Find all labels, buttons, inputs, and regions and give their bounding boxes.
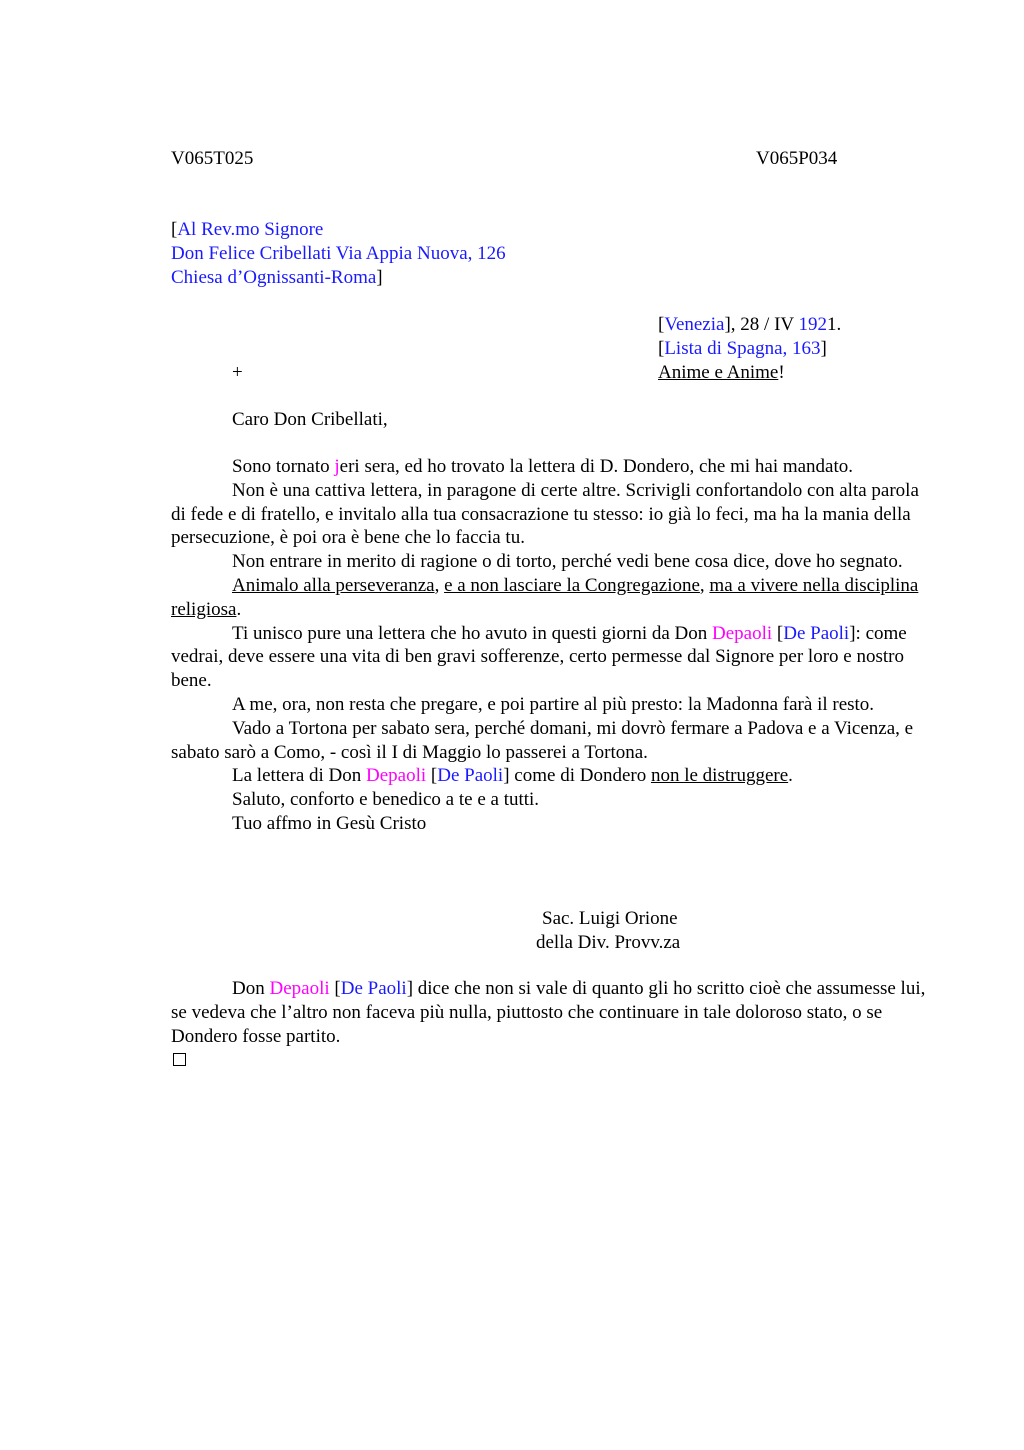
postscript-paragraph: Don Depaoli [De Paoli] dice che non si vale di quanto gli ho scritto cioè che assumesse lui, se vedeva che l’altro non faceva più nulla, piuttosto che continuare in tale doloroso stato, o se Dondero fosse partito. xyxy=(171,978,926,1047)
signature-title: della Div. Provv.za xyxy=(536,932,681,953)
letter-body xyxy=(171,455,931,836)
address-line-2: Don Felice Cribellati Via Appia Nuova, 126 xyxy=(171,242,506,264)
cross-symbol: + xyxy=(232,362,243,383)
date-line: [Venezia], 28 / IV 1921. xyxy=(658,314,842,335)
place: Venezia xyxy=(664,314,725,335)
motto-line: Anime e Anime! xyxy=(658,361,785,383)
postscript xyxy=(171,977,931,1048)
paragraph-9: Saluto, conforto e benedico a te e a tutti. xyxy=(232,789,540,811)
salutation: Caro Don Cribellati, xyxy=(232,409,388,430)
end-square-icon xyxy=(173,1053,186,1066)
signature-name: Sac. Luigi Orione xyxy=(542,908,678,929)
paragraph-10: Tuo affmo in Gesù Cristo xyxy=(232,812,427,834)
document-code-right: V065P034 xyxy=(756,148,838,169)
paragraph-2: Non è una cattiva lettera, in paragone di certe altre. Scrivigli confortandolo con alta parola di fede e di fratello, e invitalo alla tua consacrazione tu stesso: io già lo feci, ma ha la mania della persecuzione, è poi ora è bene che lo faccia tu. xyxy=(171,479,919,549)
street-line: [Lista di Spagna, 163] xyxy=(658,337,827,359)
address-line-3: Chiesa d’Ognissanti-Roma] xyxy=(171,266,383,288)
bracket-open: [ xyxy=(171,219,178,240)
paragraph-8: La lettera di Don Depaoli [De Paoli] come di Dondero non le distruggere. xyxy=(232,765,793,787)
paragraph-3: Non entrare in merito di ragione o di torto, perché vedi bene cosa dice, dove ho segnato. xyxy=(232,551,903,573)
paragraph-1: Sono tornato jeri sera, ed ho trovato la lettera di D. Dondero, che mi hai mandato. xyxy=(232,456,854,477)
address-line-1: [Al Rev.mo Signore xyxy=(171,219,324,240)
bracket-close: ] xyxy=(376,266,383,288)
paragraph-5: Ti unisco pure una lettera che ho avuto in questi giorni da Don Depaoli [De Paoli]: come vedrai, deve essere una vita di ben gravi sofferenze, certo permesse dal Signore per loro e nostro bene. xyxy=(171,622,907,692)
paragraph-7: Vado a Tortona per sabato sera, perché domani, mi dovrò fermare a Padova e a Vicenza, e sabato sarò a Como, - così il I di Maggio lo passerei a Tortona. xyxy=(171,717,914,763)
document-code-left: V065T025 xyxy=(171,148,254,169)
dateline xyxy=(658,313,841,384)
paragraph-6: A me, ora, non resta che pregare, e poi partire al più presto: la Madonna farà il resto. xyxy=(232,693,875,715)
recipient-address xyxy=(171,218,506,289)
paragraph-4: Animalo alla perseveranza, e a non lasciare la Congregazione, ma a vivere nella disciplina religiosa. xyxy=(171,574,919,620)
